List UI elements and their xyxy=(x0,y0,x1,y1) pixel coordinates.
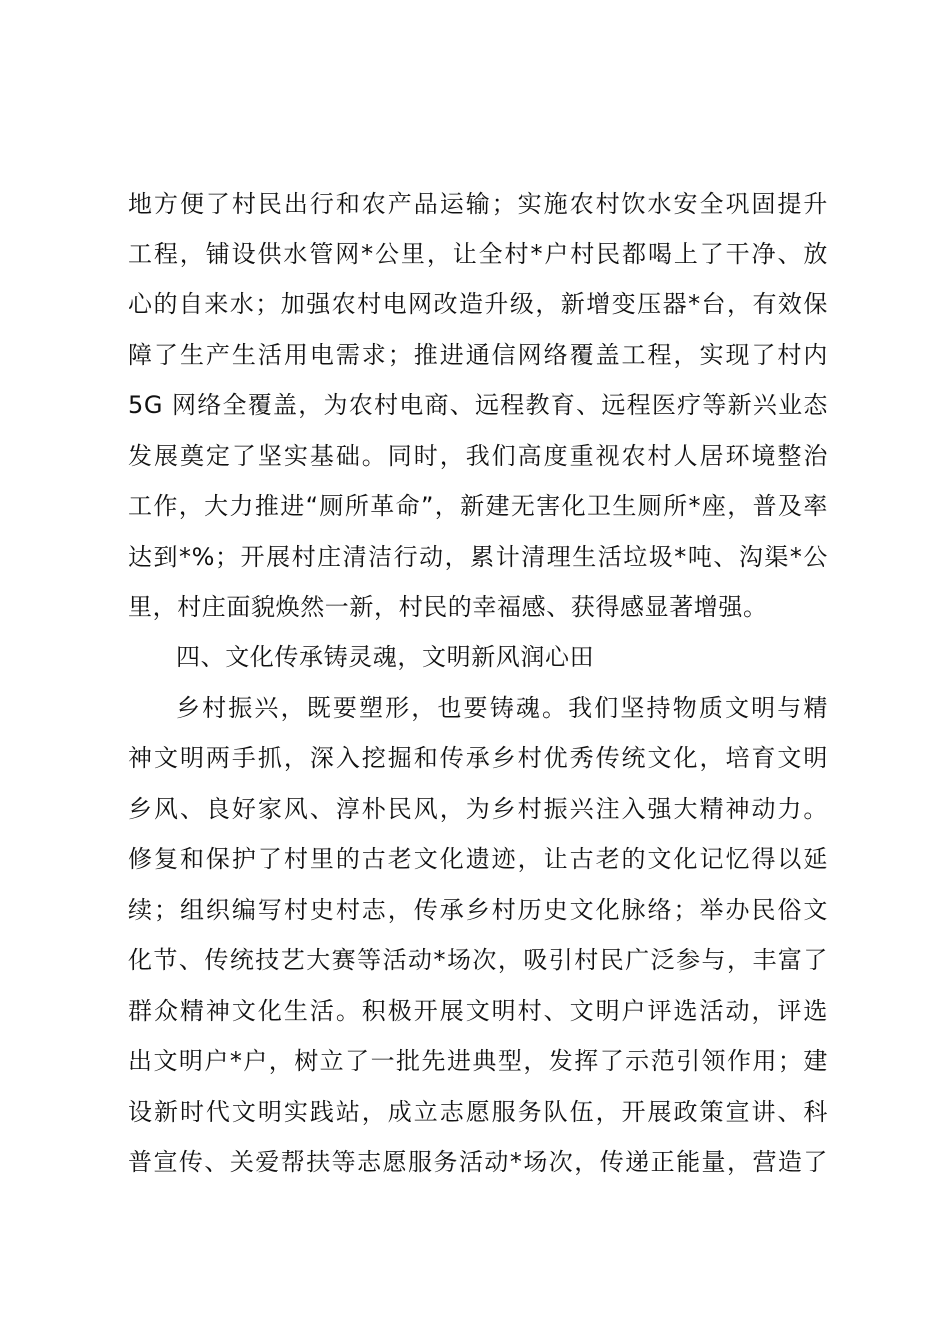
paragraph-line: 地方便了村民出行和农产品运输；实施农村饮水安全巩固提升 xyxy=(128,190,828,218)
paragraph-line: 障了生产生活用电需求；推进通信网络覆盖工程，实现了村内 xyxy=(128,341,828,369)
paragraph-line: 工程，铺设供水管网*公里，让全村*户村民都喝上了干净、放 xyxy=(128,240,828,268)
paragraph-line: 神文明两手抓，深入挖掘和传承乡村优秀传统文化，培育文明 xyxy=(128,744,828,772)
paragraph-line: 续；组织编写村史村志，传承乡村历史文化脉络；举办民俗文 xyxy=(128,896,828,924)
paragraph-line: 普宣传、关爱帮扶等志愿服务活动*场次，传递正能量，营造了 xyxy=(128,1148,828,1176)
paragraph-line: 群众精神文化生活。积极开展文明村、文明户评选活动，评选 xyxy=(128,997,828,1025)
paragraph-line: 修复和保护了村里的古老文化遗迹，让古老的文化记忆得以延 xyxy=(128,845,828,873)
paragraph-line: 出文明户*户，树立了一批先进典型，发挥了示范引领作用；建 xyxy=(128,1047,828,1075)
paragraph-line: 乡村振兴，既要塑形，也要铸魂。我们坚持物质文明与精 xyxy=(176,694,828,722)
paragraph-line: 化节、传统技艺大赛等活动*场次，吸引村民广泛参与，丰富了 xyxy=(128,946,828,974)
paragraph-line: 5G 网络全覆盖，为农村电商、远程教育、远程医疗等新兴业态 xyxy=(128,391,828,419)
paragraph-line: 发展奠定了坚实基础。同时，我们高度重视农村人居环境整治 xyxy=(128,442,828,470)
paragraph-line: 设新时代文明实践站，成立志愿服务队伍，开展政策宣讲、科 xyxy=(128,1098,828,1126)
section-heading: 四、文化传承铸灵魂，文明新风润心田 xyxy=(176,643,595,671)
paragraph-line: 心的自来水；加强农村电网改造升级，新增变压器*台，有效保 xyxy=(128,290,828,318)
paragraph-line: 达到*%；开展村庄清洁行动，累计清理生活垃圾*吨、沟渠*公 xyxy=(128,543,828,571)
paragraph-line: 乡风、良好家风、淳朴民风，为乡村振兴注入强大精神动力。 xyxy=(128,795,828,823)
paragraph-line: 工作，大力推进“厕所革命”，新建无害化卫生厕所*座，普及率 xyxy=(128,492,828,520)
paragraph-line: 里，村庄面貌焕然一新，村民的幸福感、获得感显著增强。 xyxy=(128,593,768,621)
